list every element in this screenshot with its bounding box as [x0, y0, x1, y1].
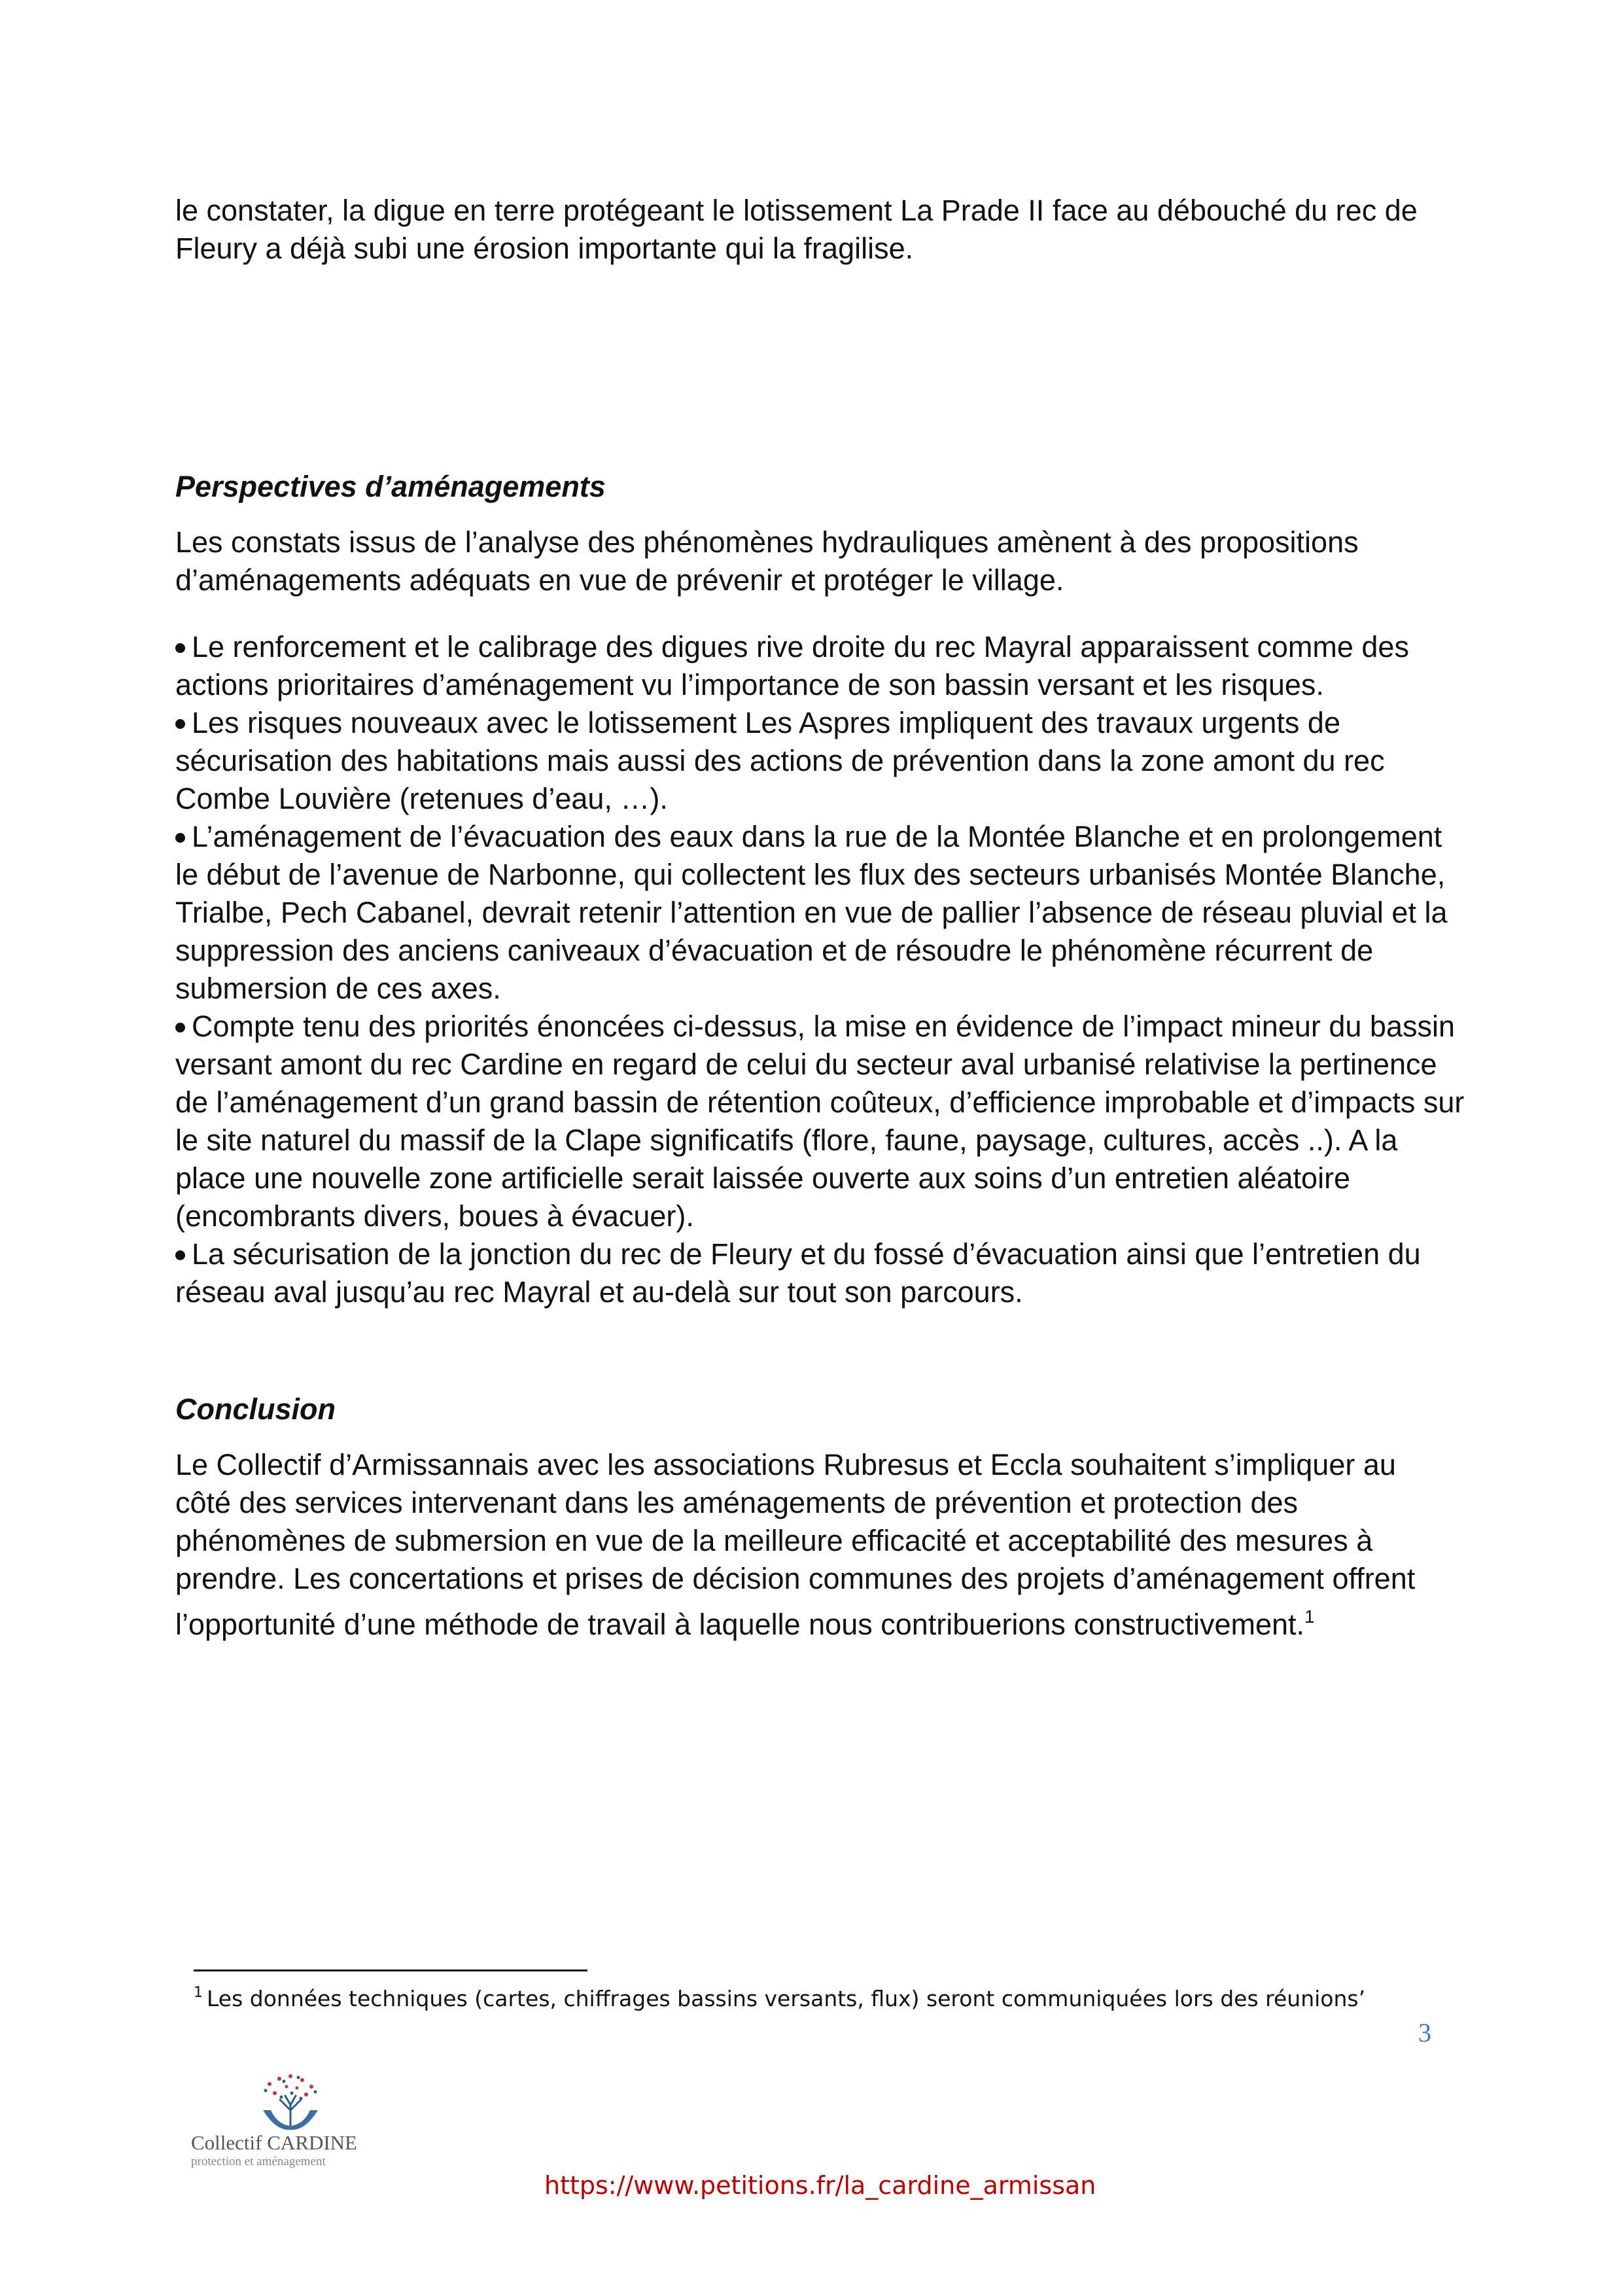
conclusion-paragraph: Le Collectif d’Armissannais avec les associations Rubresus et Eccla souhaitent s’impliquer au côté des services intervenant dans les aménagements de prévention et protection des phénomènes de submersion en vue de la meilleure efficacité et acceptabilité des mesures à prendre. Les concertations et prises de décision communes des projets d’aménagement offrent l’opportunité d’une méthode de travail à laquelle nous contribuerions constructivement.$^1$ [175, 1448, 1416, 1641]
bullet-dot-icon [175, 833, 185, 843]
section-heading-conclusion: Conclusion [175, 1392, 336, 1426]
footnote-separator [194, 1969, 587, 1971]
logo-title: Collectif CARDINE [191, 2131, 357, 2154]
bullet-dot-icon [175, 643, 185, 653]
bullet-dot-icon [175, 1023, 185, 1033]
intro-paragraph: le constater, la digue en terre protégeant le lotissement La Prade II face au débouché du rec de Fleury a déjà subi une érosion importante qui la fragilise. [175, 194, 1418, 265]
perspectives-intro: Les constats issus de l’analyse des phénomènes hydrauliques amènent à des propositions d’aménagements adéquats en vue de prévenir et protéger le village. [175, 525, 1359, 597]
petition-link[interactable]: https://www.petitions.fr/la_cardine_armissan [544, 2171, 1096, 2200]
footnote [194, 1985, 1365, 2011]
logo-subtitle: protection et aménagement [191, 2155, 326, 2168]
tree-hands-icon [243, 2071, 335, 2133]
bullet-dot-icon [175, 719, 185, 729]
bullet-item: L’aménagement de l’évacuation des eaux dans la rue de la Montée Blanche et en prolongement le début de l’avenue de Narbonne, qui collectent les flux des secteurs urbanisés Montée Blanche, Trialbe, Pech Cabanel, devrait retenir l’attention en vue de pallier l’absence de réseau pluvial et la suppression des anciens caniveaux d’évacuation et de résoudre le phénomène récurrent de submersion de ces axes. [175, 820, 1448, 1005]
bullet-item: Compte tenu des priorités énoncées ci-dessus, la mise en évidence de l’impact mineur du bassin versant amont du rec Cardine en regard de celui du secteur aval urbanisé relativise la pertinence de l’aménagement d’un grand bassin de rétention coûteux, d’efficience improbable et d’impacts sur le site naturel du massif de la Clape significatifs (flore, faune, paysage, cultures, accès ..). A la place une nouvelle zone artificielle serait laissée ouverte aux soins d’un entretien aléatoire (encombrants divers, boues à évacuer). [175, 1010, 1465, 1233]
perspectives-bullet-list [175, 628, 1471, 1311]
bullet-dot-icon [175, 1250, 185, 1260]
bullet-item: La sécurisation de la jonction du rec de Fleury et du fossé d’évacuation ainsi que l’entretien du réseau aval jusqu’au rec Mayral et au-delà sur tout son parcours. [175, 1237, 1421, 1309]
footnote-reference[interactable]: 1 [1304, 1606, 1315, 1627]
bullet-item: Les risques nouveaux avec le lotissement Les Aspres impliquent des travaux urgents de sécurisation des habitations mais aussi des actions de prévention dans la zone amont du rec Combe Louvière (retenues d’eau, …). [175, 706, 1385, 815]
page-number: 3 [1418, 2018, 1431, 2047]
footnote-text: Les données techniques (cartes, chiffrages bassins versants, flux) seront communiquées lors des réunions’ [207, 1986, 1366, 2011]
bullet-item: Le renforcement et le calibrage des digues rive droite du rec Mayral apparaissent comme des actions prioritaires d’aménagement vu l’importance de son bassin versant et les risques. [175, 630, 1409, 701]
collectif-cardine-logo [191, 2071, 355, 2172]
section-heading-perspectives: Perspectives d’aménagements [175, 470, 606, 503]
footnote-number: 1 [194, 1985, 203, 2001]
